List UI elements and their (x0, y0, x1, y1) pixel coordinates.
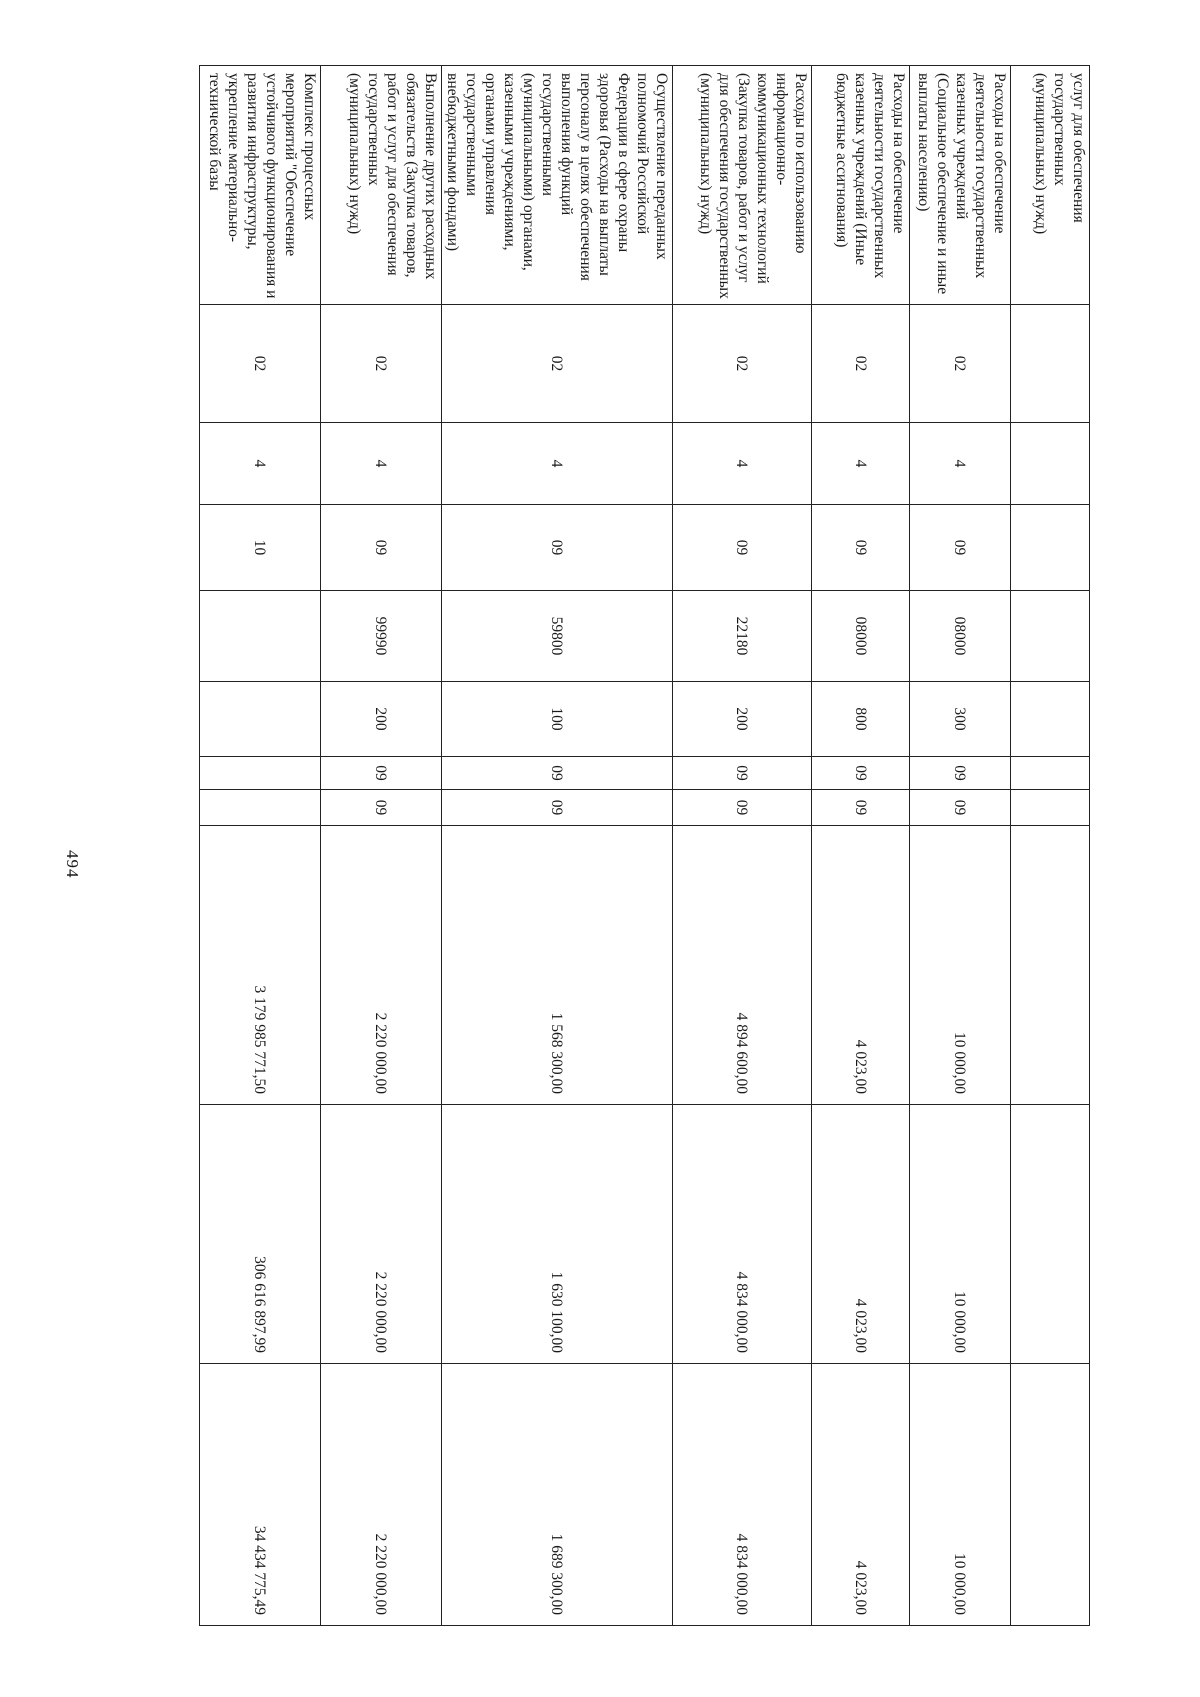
amount-year2-cell (1011, 1105, 1090, 1364)
budget-table (199, 65, 1090, 1626)
code-program-cell (1011, 505, 1090, 591)
code-rz-cell: 09 (442, 757, 673, 790)
row-name-cell: Осуществление переданных полномочий Российской Федерации в сфере охраны здоровья (Расходы на выплаты персоналу в целях обеспечения выполнения функций государственными (муниципальными) органами, казенными учреждениями, органами управления государственными внебюджетными фондами) (442, 66, 673, 305)
code-type-cell: 4 (442, 423, 673, 505)
code-pr-cell (200, 790, 321, 826)
code-direction-cell (200, 591, 321, 682)
code-direction-cell: 08000 (910, 591, 1011, 682)
code-program-cell: 09 (442, 505, 673, 591)
code-rz-cell (1011, 757, 1090, 790)
amount-year3-cell: 4 023,00 (812, 1364, 910, 1626)
code-pr-cell: 09 (812, 790, 910, 826)
code-vr-cell (200, 682, 321, 757)
code-vr-cell: 100 (442, 682, 673, 757)
code-pr-cell: 09 (910, 790, 1011, 826)
code-rz-cell: 09 (812, 757, 910, 790)
code-gp-cell: 02 (321, 305, 442, 423)
code-vr-cell: 200 (321, 682, 442, 757)
code-pr-cell: 09 (673, 790, 812, 826)
amount-year1-cell: 4 023,00 (812, 826, 910, 1105)
table-row (200, 66, 321, 1626)
table-row (673, 66, 812, 1626)
row-name-cell: Расходы на обеспечение деятельности государственных казенных учреждений (Иные бюджетные ассигнования) (812, 66, 910, 305)
row-name-cell: Расходы по использованию информационно-коммуникационных технологий (Закупка товаров, работ и услуг для обеспечения государственных (муниципальных) нужд) (673, 66, 812, 305)
code-program-cell: 09 (910, 505, 1011, 591)
code-pr-cell: 09 (321, 790, 442, 826)
row-name-cell: Выполнение других расходных обязательств (Закупка товаров, работ и услуг для обеспечения государственных (муниципальных) нужд) (321, 66, 442, 305)
table-row (812, 66, 910, 1626)
amount-year2-cell: 4 834 000,00 (673, 1105, 812, 1364)
code-type-cell: 4 (812, 423, 910, 505)
row-name-cell: Расходы на обеспечение деятельности государственных казенных учреждений (Социальное обеспечение и иные выплаты населению) (910, 66, 1011, 305)
amount-year1-cell: 2 220 000,00 (321, 826, 442, 1105)
amount-year2-cell: 4 023,00 (812, 1105, 910, 1364)
code-direction-cell: 59800 (442, 591, 673, 682)
amount-year2-cell: 10 000,00 (910, 1105, 1011, 1364)
code-type-cell: 4 (910, 423, 1011, 505)
code-gp-cell: 02 (812, 305, 910, 423)
table-row (910, 66, 1011, 1626)
code-program-cell: 09 (812, 505, 910, 591)
code-pr-cell (1011, 790, 1090, 826)
code-rz-cell: 09 (321, 757, 442, 790)
code-program-cell: 10 (200, 505, 321, 591)
amount-year2-cell: 1 630 100,00 (442, 1105, 673, 1364)
table-row (442, 66, 673, 1626)
code-vr-cell (1011, 682, 1090, 757)
amount-year3-cell: 4 834 000,00 (673, 1364, 812, 1626)
table-row (321, 66, 442, 1626)
budget-table-container (130, 65, 1090, 1625)
code-type-cell: 4 (673, 423, 812, 505)
code-pr-cell: 09 (442, 790, 673, 826)
amount-year1-cell (1011, 826, 1090, 1105)
code-gp-cell: 02 (673, 305, 812, 423)
amount-year1-cell: 10 000,00 (910, 826, 1011, 1105)
code-gp-cell (1011, 305, 1090, 423)
code-vr-cell: 300 (910, 682, 1011, 757)
table-row (1011, 66, 1090, 1626)
code-gp-cell: 02 (442, 305, 673, 423)
amount-year1-cell: 1 568 300,00 (442, 826, 673, 1105)
row-name-cell: Комплекс процессных мероприятий "Обеспечение устойчивого функционирования и развития инфраструктуры, укрепление материально-технической базы (200, 66, 321, 305)
amount-year2-cell: 306 616 897,99 (200, 1105, 321, 1364)
code-gp-cell: 02 (200, 305, 321, 423)
amount-year3-cell: 1 689 300,00 (442, 1364, 673, 1626)
code-direction-cell: 99990 (321, 591, 442, 682)
page-number: 494 (63, 850, 82, 879)
code-type-cell (1011, 423, 1090, 505)
code-vr-cell: 800 (812, 682, 910, 757)
code-rz-cell: 09 (673, 757, 812, 790)
code-gp-cell: 02 (910, 305, 1011, 423)
table-body (200, 66, 1090, 1626)
code-type-cell: 4 (200, 423, 321, 505)
amount-year3-cell: 2 220 000,00 (321, 1364, 442, 1626)
code-type-cell: 4 (321, 423, 442, 505)
code-rz-cell (200, 757, 321, 790)
code-vr-cell: 200 (673, 682, 812, 757)
amount-year3-cell: 34 434 775,49 (200, 1364, 321, 1626)
amount-year3-cell: 10 000,00 (910, 1364, 1011, 1626)
amount-year1-cell: 3 179 985 771,50 (200, 826, 321, 1105)
amount-year2-cell: 2 220 000,00 (321, 1105, 442, 1364)
row-name-cell: услуг для обеспечения государственных (муниципальных) нужд) (1011, 66, 1090, 305)
code-rz-cell: 09 (910, 757, 1011, 790)
code-program-cell: 09 (321, 505, 442, 591)
code-program-cell: 09 (673, 505, 812, 591)
code-direction-cell: 22180 (673, 591, 812, 682)
code-direction-cell: 08000 (812, 591, 910, 682)
amount-year1-cell: 4 894 600,00 (673, 826, 812, 1105)
amount-year3-cell (1011, 1364, 1090, 1626)
code-direction-cell (1011, 591, 1090, 682)
